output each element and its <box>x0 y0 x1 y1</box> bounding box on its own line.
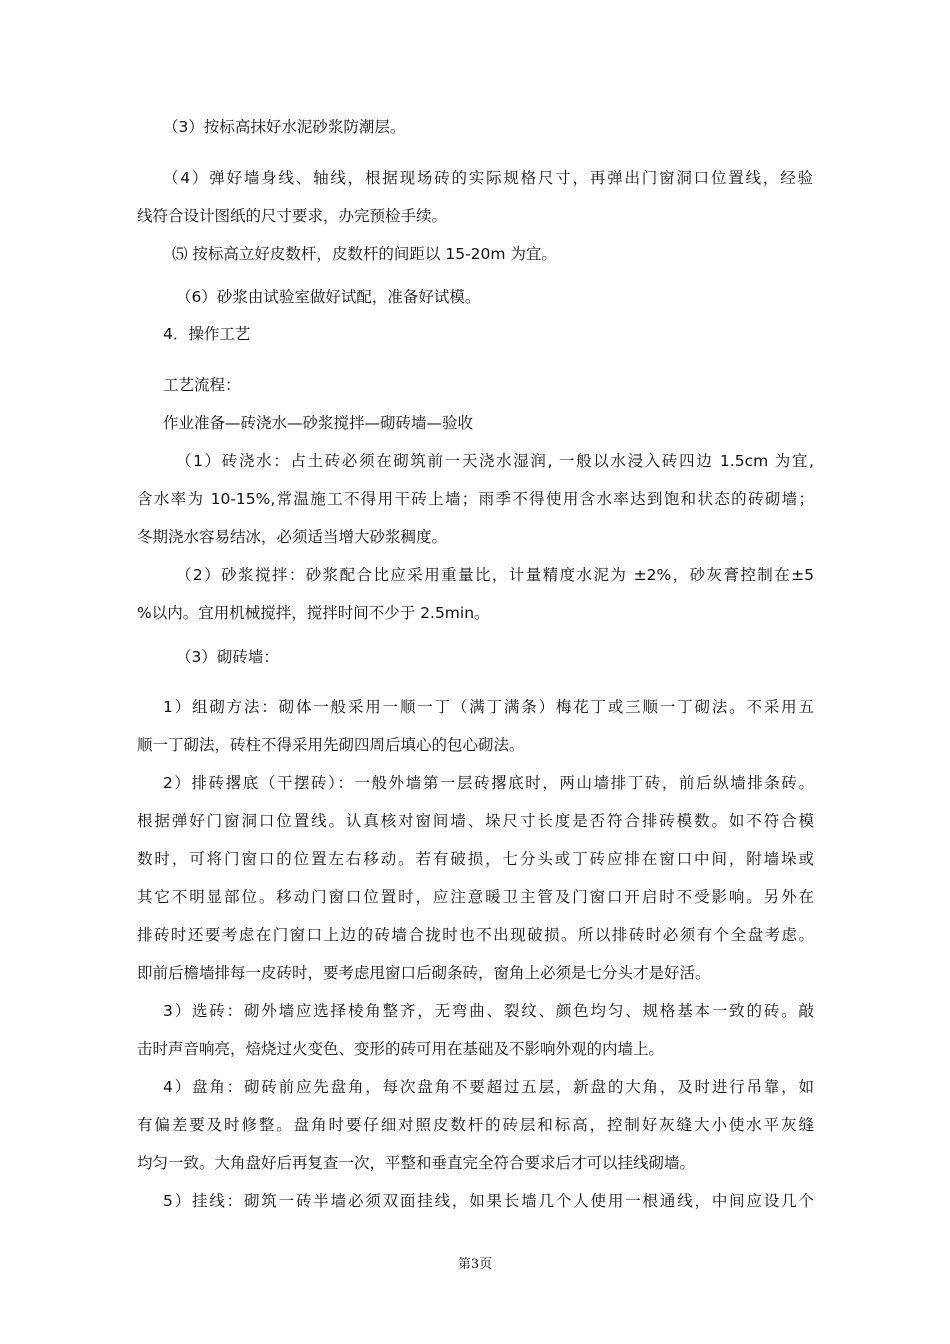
text-line: （6）砂浆由试验室做好试配，准备好试模。 <box>176 288 481 306</box>
text-line: 顺一丁砌法，砖柱不得采用先砌四周后填心的包心砌法。 <box>137 736 525 754</box>
text-line: 3）选砖：砌外墙应选择棱角整齐，无弯曲、裂纹、颜色均匀、规格基本一致的砖。敲 <box>163 1002 814 1020</box>
text-line: （1）砖浇水：占土砖必须在砌筑前一天浇水湿润, 一般以水浸入砖四边 1.5cm 为宜, <box>176 452 814 470</box>
text-line: 含水率为 10-15%,常温施工不得用干砖上墙；雨季不得使用含水率达到饱和状态的砖砌墙； <box>137 490 814 508</box>
page-number: 第3页 <box>457 1257 493 1272</box>
text-line: 即前后檐墙排每一皮砖时，要考虑甩窗口后砌条砖，窗角上必须是七分头才是好活。 <box>137 964 711 982</box>
text-line: 其它不明显部位。移动门窗口位置时，应注意暖卫主管及门窗口开启时不受影响。另外在 <box>137 888 814 906</box>
text-line: （3）按标高抹好水泥砂浆防潮层。 <box>163 118 406 136</box>
text-line: 线符合设计图纸的尺寸要求，办完预检手续。 <box>137 207 448 225</box>
text-line: ⑸ 按标高立好皮数杆，皮数杆的间距以 15-20m 为宜。 <box>172 245 557 263</box>
text-line: 数时，可将门窗口的位置左右移动。若有破损，七分头或丁砖应排在窗口中间，附墙垛或 <box>137 850 814 868</box>
text-line: （4）弹好墙身线、轴线，根据现场砖的实际规格尺寸，再弹出门窗洞口位置线，经验 <box>163 169 813 187</box>
text-line: 均匀一致。大角盘好后再复查一次，平整和垂直完全符合要求后才可以挂线砌墙。 <box>137 1154 696 1172</box>
text-line: 冬期浇水容易结冰，必须适当增大砂浆稠度。 <box>137 528 448 546</box>
text-line: 2）排砖撂底（干摆砖）：一般外墙第一层砖撂底时，两山墙排丁砖，前后纵墙排条砖。 <box>163 774 814 792</box>
text-line: 击时声音响亮，焙烧过火变色、变形的砖可用在基础及不影响外观的内墙上。 <box>137 1040 665 1058</box>
text-line: 1）组砌方法：砌体一般采用一顺一丁（满丁满条）梅花丁或三顺一丁砌法。不采用五 <box>163 698 814 716</box>
text-line: 有偏差要及时修整。盘角时要仔细对照皮数杆的砖层和标高，控制好灰缝大小使水平灰缝 <box>137 1116 814 1134</box>
text-line: （3）砌砖墙： <box>176 648 279 666</box>
text-line: %以内。宜用机械搅拌，搅拌时间不少于 2.5min。 <box>137 604 490 622</box>
text-line: （2）砂浆搅拌：砂浆配合比应采用重量比，计量精度水泥为 ±2%，砂灰膏控制在±5 <box>176 566 814 584</box>
text-line: 作业准备—砖浇水—砂浆搅拌—砌砖墙—验收 <box>163 414 474 432</box>
text-line: 排砖时还要考虑在门窗口上边的砖墙合拢时也不出现破损。所以排砖时必须有个全盘考虑。 <box>137 926 814 944</box>
text-line: 4）盘角：砌砖前应先盘角，每次盘角不要超过五层，新盘的大角，及时进行吊靠，如 <box>163 1078 814 1096</box>
text-line: 工艺流程： <box>163 376 241 394</box>
text-line: 5）挂线：砌筑一砖半墙必须双面挂线，如果长墙几个人使用一根通线，中间应设几个 <box>163 1192 814 1210</box>
section-heading: 4．操作工艺 <box>163 325 251 343</box>
text-line: 根据弹好门窗洞口位置线。认真核对窗间墙、垛尺寸长度是否符合排砖模数。如不符合模 <box>137 812 814 830</box>
